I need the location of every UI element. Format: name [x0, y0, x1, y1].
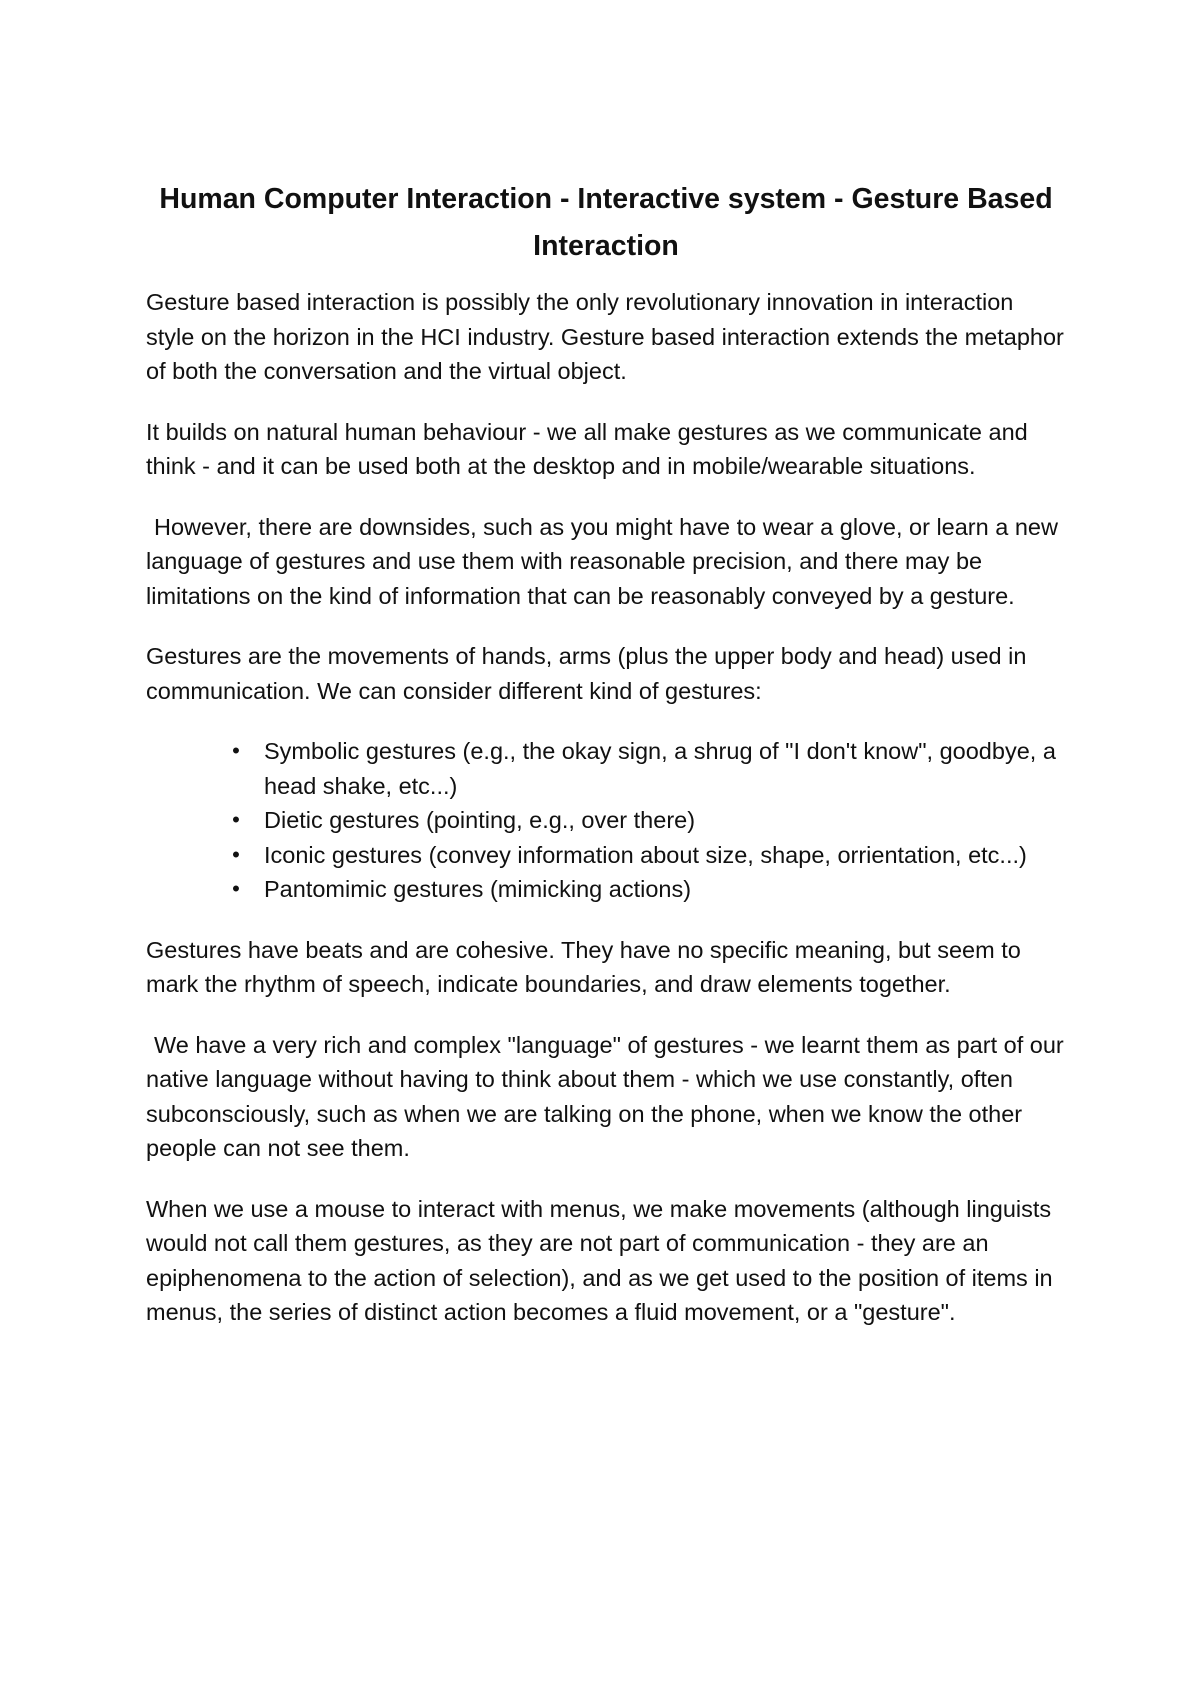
list-item-text: Iconic gestures (convey information about size, shape, orrientation, etc...) — [264, 841, 1027, 868]
paragraph-mouse-menus: When we use a mouse to interact with menus, we make movements (although linguists would not call them gestures, as they are not part of communication - they are an epiphenomena to the action of selection), and as we get used to the position of items in menus, the series of distinct action becomes a fluid movement, or a "gesture". — [146, 1195, 1053, 1325]
bullet-icon: • — [232, 738, 240, 763]
list-item — [232, 838, 1066, 873]
list-item — [232, 734, 1066, 803]
list-item — [232, 803, 1066, 838]
bullet-icon: • — [232, 807, 240, 832]
list-item-text: Pantomimic gestures (mimicking actions) — [264, 876, 692, 902]
bullet-icon: • — [232, 876, 240, 901]
paragraph-natural-behaviour: It builds on natural human behaviour - we all make gestures as we communicate and think - and it can be used both at the desktop and in mobile/wearable situations. — [146, 418, 1028, 479]
paragraph-intro: Gesture based interaction is possibly the only revolutionary innovation in interaction style on the horizon in the HCI industry. Gesture based interaction extends the metaphor of both the conversation and the virtual object. — [146, 289, 1064, 384]
list-item-text: Dietic gestures (pointing, e.g., over there) — [264, 807, 696, 833]
bullet-icon: • — [232, 841, 240, 867]
paragraph-beats: Gestures have beats and are cohesive. They have no specific meaning, but seem to mark the rhythm of speech, indicate boundaries, and draw elements together. — [146, 936, 1021, 997]
paragraph-downsides: However, there are downsides, such as you might have to wear a glove, or learn a new language of gestures and use them with reasonable precision, and there may be limitations on the kind of information that can be reasonably conveyed by a gesture. — [146, 513, 1058, 609]
paragraph-gesture-language: We have a very rich and complex "language" of gestures - we learnt them as part of our native language without having to think about them - which we use constantly, often subconsciously, such as when we are talking on the phone, when we know the other people can not see them. — [146, 1031, 1064, 1161]
document-body — [146, 176, 1066, 1356]
paragraph-gesture-definition: Gestures are the movements of hands, arms (plus the upper body and head) used in communication. We can consider different kind of gestures: — [146, 643, 1027, 704]
document-title: Human Computer Interaction - Interactive system - Gesture Based Interaction — [159, 183, 1053, 262]
gesture-types-list — [146, 734, 1066, 907]
list-item-text: Symbolic gestures (e.g., the okay sign, a shrug of "I don't know", goodbye, a head shake, etc...) — [264, 738, 1056, 799]
list-item — [232, 872, 1066, 907]
